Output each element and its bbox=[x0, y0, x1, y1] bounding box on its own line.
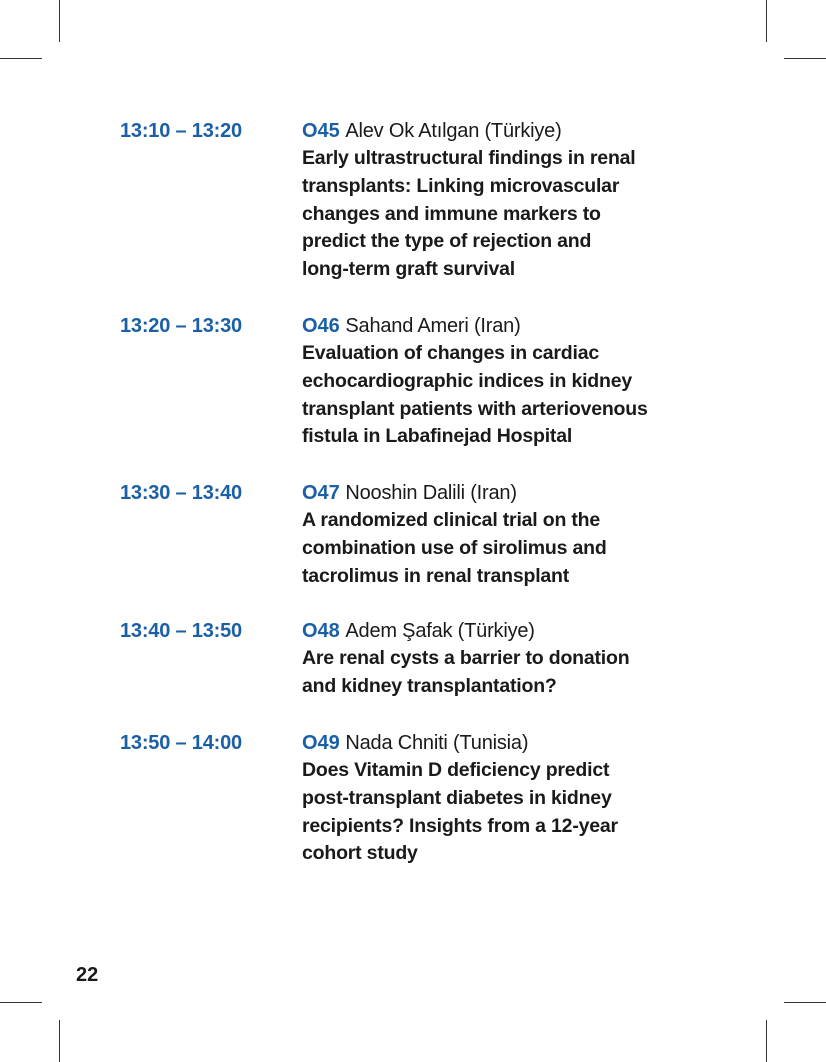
crop-mark-top-right bbox=[766, 0, 767, 42]
session-time: 13:20 – 13:30 bbox=[120, 315, 242, 337]
abstract-code: O45 bbox=[302, 120, 340, 142]
session-time: 13:50 – 14:00 bbox=[120, 732, 242, 754]
title-line: transplants: Linking microvascular bbox=[302, 174, 620, 197]
speaker-name: Nooshin Dalili (Iran) bbox=[345, 482, 517, 504]
session-time: 13:40 – 13:50 bbox=[120, 620, 242, 642]
session-time: 13:30 – 13:40 bbox=[120, 482, 242, 504]
session-entry bbox=[302, 617, 722, 701]
crop-mark-top-left-horizontal bbox=[0, 58, 42, 59]
title-line: post-transplant diabetes in kidney bbox=[302, 786, 612, 809]
session-entry bbox=[302, 479, 722, 590]
title-line: Does Vitamin D deficiency predict bbox=[302, 759, 610, 781]
abstract-code: O49 bbox=[302, 732, 340, 754]
title-line: echocardiographic indices in kidney bbox=[302, 369, 633, 392]
crop-mark-bottom-right bbox=[766, 1020, 767, 1062]
talk-title bbox=[302, 340, 722, 451]
crop-mark-top-right-horizontal bbox=[784, 58, 826, 59]
session-header bbox=[302, 479, 722, 507]
session-header bbox=[302, 729, 722, 757]
title-line: A randomized clinical trial on the bbox=[302, 509, 601, 531]
session-header bbox=[302, 312, 722, 340]
title-line: cohort study bbox=[302, 842, 418, 865]
session-header bbox=[302, 617, 722, 645]
title-line: recipients? Insights from a 12-year bbox=[302, 814, 618, 837]
title-line: long-term graft survival bbox=[302, 258, 515, 281]
title-line: Early ultrastructural findings in renal bbox=[302, 147, 636, 169]
title-line: combination use of sirolimus and bbox=[302, 536, 607, 559]
speaker-name: Alev Ok Atılgan (Türkiye) bbox=[345, 120, 562, 142]
title-line: Evaluation of changes in cardiac bbox=[302, 342, 600, 364]
title-line: transplant patients with arteriovenous bbox=[302, 397, 648, 420]
title-line: Are renal cysts a barrier to donation bbox=[302, 647, 630, 669]
title-line: tacrolimus in renal transplant bbox=[302, 564, 570, 587]
crop-mark-top-left bbox=[59, 0, 60, 42]
title-line: fistula in Labafinejad Hospital bbox=[302, 425, 573, 448]
speaker-name: Sahand Ameri (Iran) bbox=[345, 315, 521, 337]
session-entry bbox=[302, 312, 722, 451]
talk-title bbox=[302, 145, 722, 284]
speaker-name: Adem Şafak (Türkiye) bbox=[345, 620, 535, 642]
abstract-code: O47 bbox=[302, 482, 340, 504]
session-header bbox=[302, 117, 722, 145]
crop-mark-bottom-left-horizontal bbox=[0, 1002, 42, 1003]
page-number: 22 bbox=[76, 964, 99, 986]
crop-mark-bottom-left bbox=[59, 1020, 60, 1062]
speaker-name: Nada Chniti (Tunisia) bbox=[345, 732, 529, 754]
session-time: 13:10 – 13:20 bbox=[120, 120, 242, 142]
talk-title bbox=[302, 507, 722, 590]
title-line: and kidney transplantation? bbox=[302, 674, 557, 697]
talk-title bbox=[302, 757, 722, 868]
crop-mark-bottom-right-horizontal bbox=[784, 1002, 826, 1003]
session-entry bbox=[302, 729, 722, 868]
session-entry bbox=[302, 117, 722, 284]
abstract-code: O46 bbox=[302, 315, 340, 337]
title-line: changes and immune markers to bbox=[302, 202, 601, 225]
title-line: predict the type of rejection and bbox=[302, 230, 592, 253]
talk-title bbox=[302, 645, 722, 701]
abstract-code: O48 bbox=[302, 620, 340, 642]
